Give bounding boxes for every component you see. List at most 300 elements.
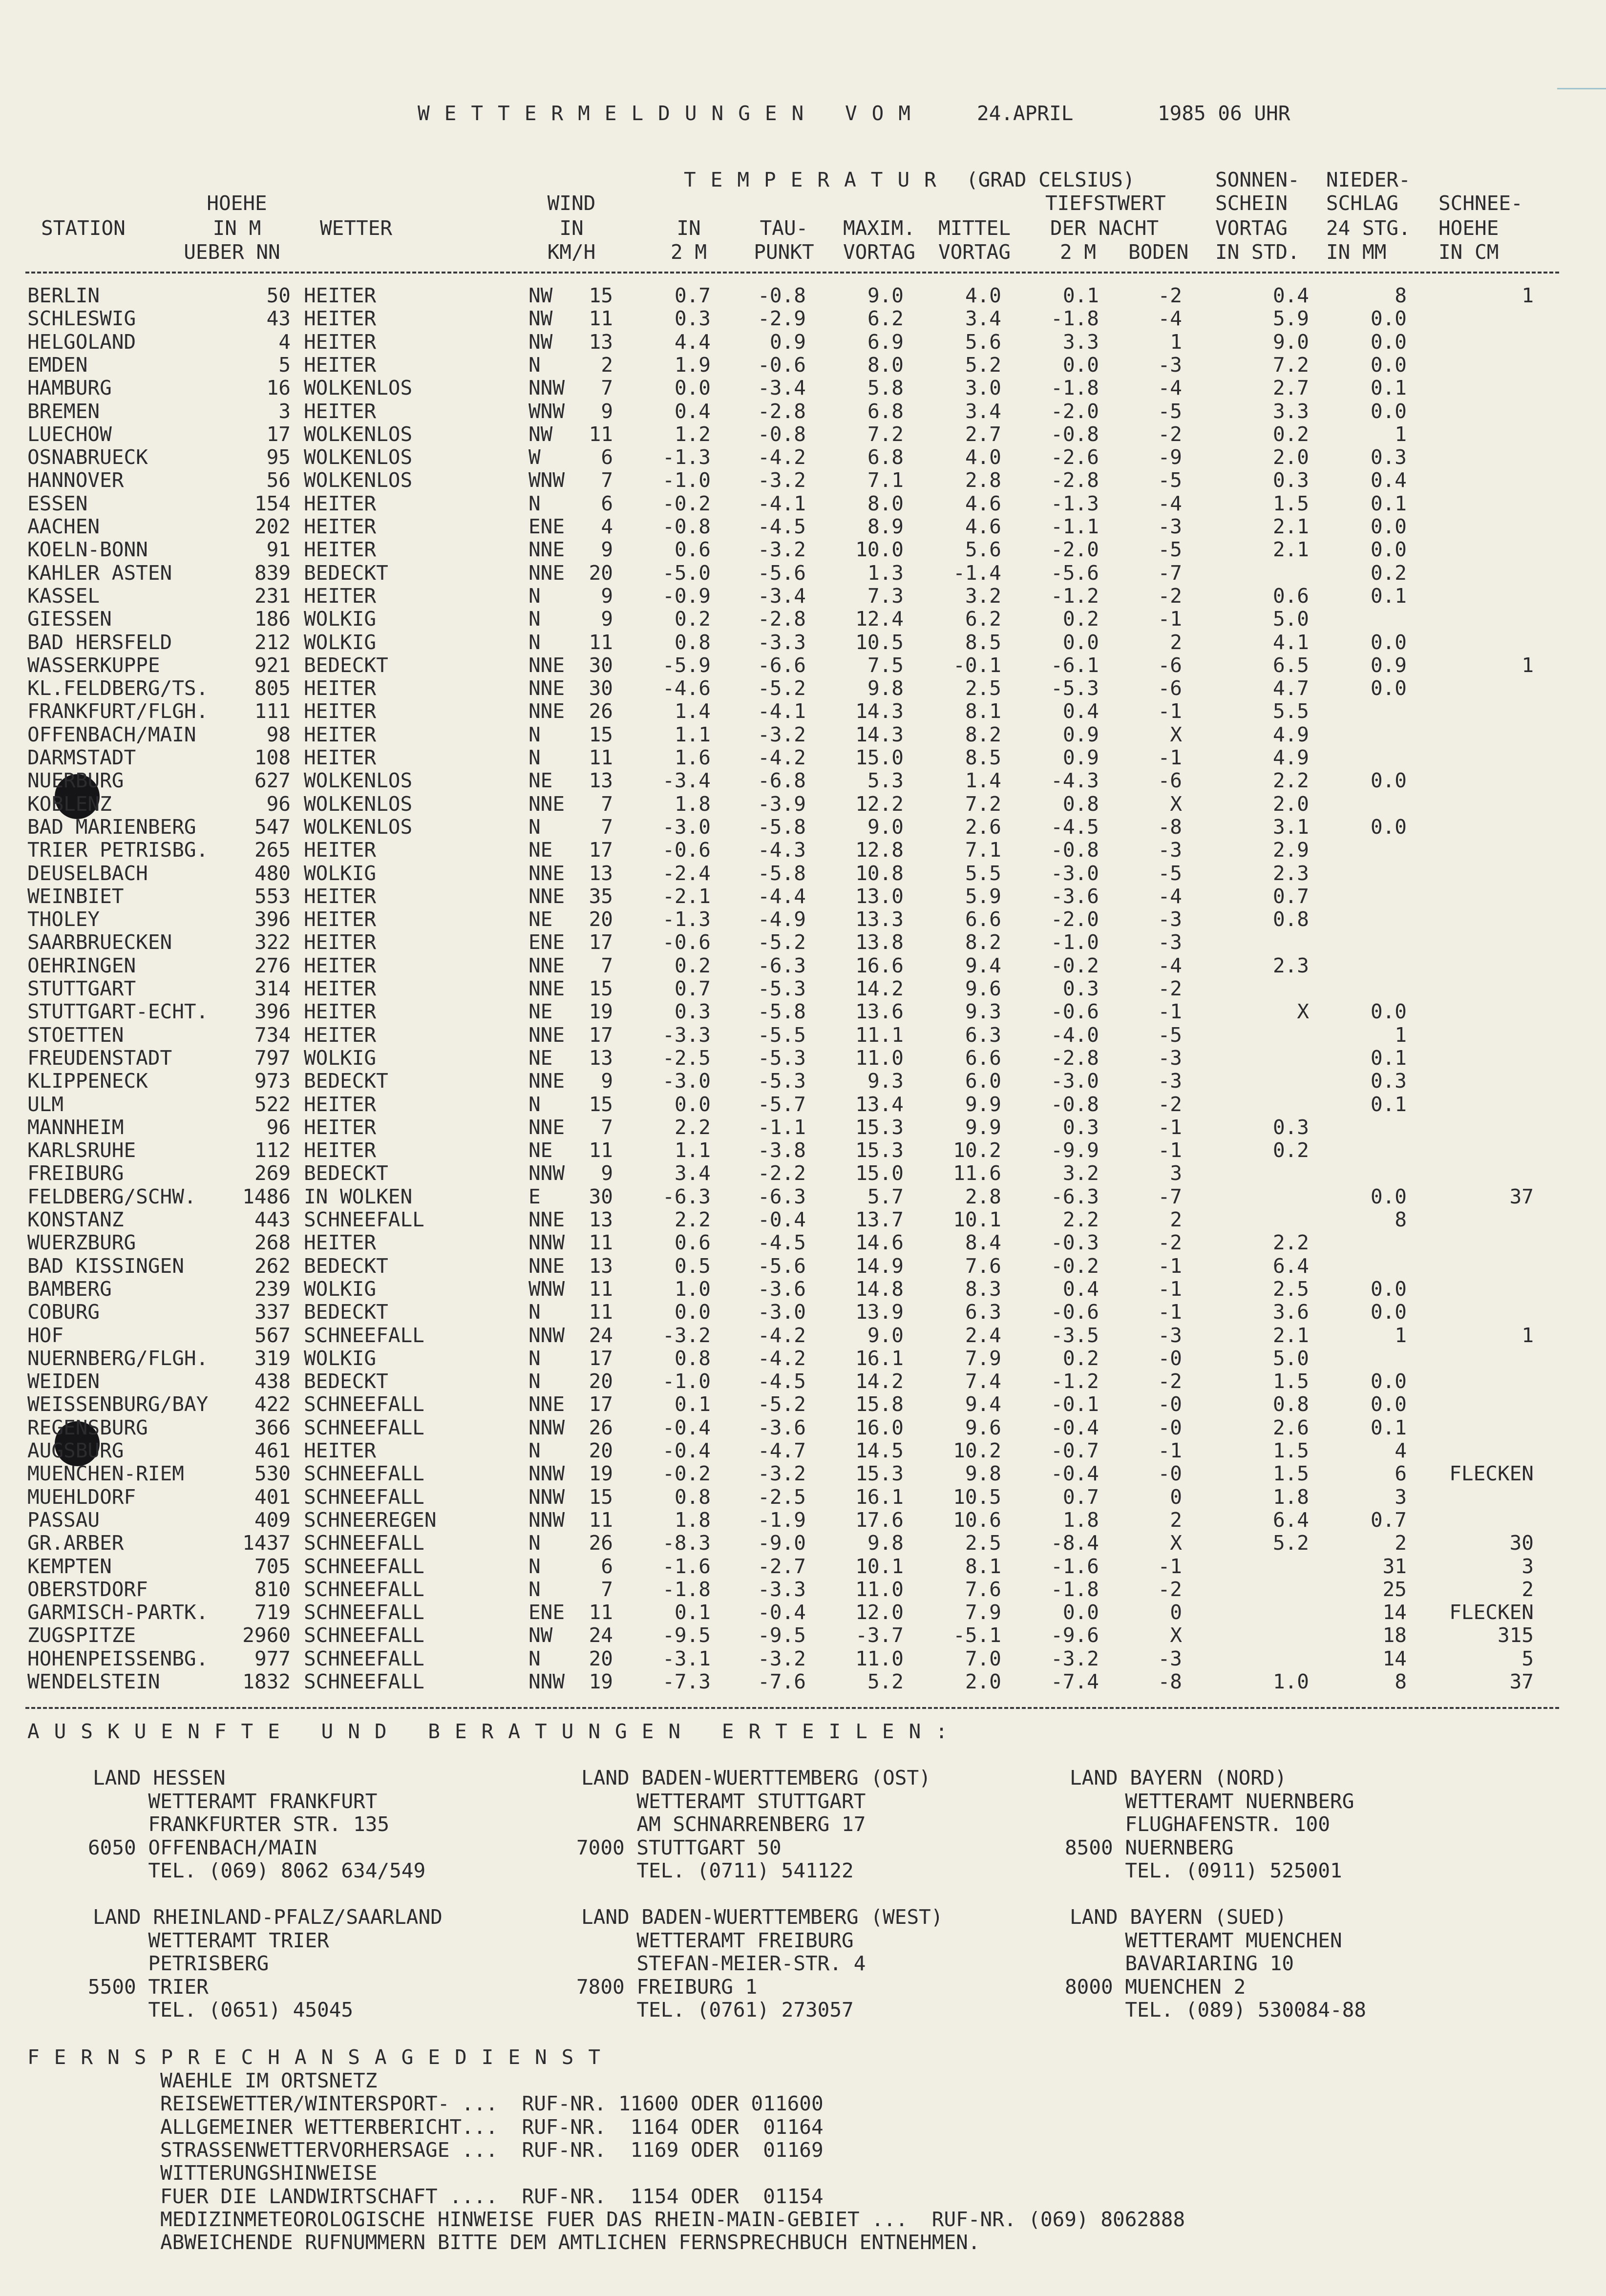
cell-wdir: WNW: [528, 1277, 565, 1301]
cell-mittel: 7.4: [965, 1369, 1001, 1393]
cell-boden: -4: [1158, 307, 1182, 331]
cell-station: GR.ARBER: [27, 1531, 124, 1555]
cell-hoehe: 262: [254, 1254, 291, 1278]
cell-sonne: 0.3: [1272, 1115, 1309, 1139]
fernsprech-line: REISEWETTER/WINTERSPORT- ... RUF-NR. 11600 ODER 011600: [160, 2092, 824, 2116]
cell-wspd: 26: [589, 699, 613, 723]
office-line: FRANKFURTER STR. 135: [88, 1812, 390, 1836]
cell-mittel: 7.6: [965, 1254, 1001, 1278]
cell-mittel: 10.5: [953, 1485, 1001, 1509]
cell-hoehe: 422: [254, 1392, 291, 1416]
cell-t2m: 0.2: [674, 607, 711, 631]
cell-t2m: -4.6: [662, 676, 711, 700]
cell-mittel: 2.5: [965, 1531, 1001, 1555]
cell-wspd: 15: [589, 284, 613, 307]
header-nieder-2: SCHLAG: [1326, 191, 1399, 215]
cell-wdir: NNE: [528, 653, 565, 677]
cell-mittel: 6.6: [965, 907, 1001, 931]
cell-wspd: 7: [601, 815, 613, 839]
cell-wetter: WOLKENLOS: [304, 815, 413, 839]
cell-max: 13.8: [855, 930, 904, 954]
cell-tmin: 0.7: [1062, 1485, 1099, 1509]
cell-t2m: 0.7: [674, 977, 711, 1000]
cell-wspd: 11: [589, 1300, 613, 1324]
cell-mittel: 1.4: [965, 769, 1001, 793]
cell-hoehe: 2960: [242, 1623, 291, 1647]
cell-wdir: WNW: [528, 399, 565, 423]
cell-nied: 8: [1395, 1208, 1407, 1231]
office-line: 5500 TRIER: [88, 1975, 209, 1999]
cell-wetter: HEITER: [304, 538, 377, 562]
cell-nied: 3: [1395, 1485, 1407, 1509]
cell-mittel: 6.2: [965, 607, 1001, 631]
cell-wdir: NNW: [528, 1485, 565, 1509]
table-row: [0, 1092, 1606, 1118]
cell-t2m: -3.4: [662, 769, 711, 793]
cell-t2m: -0.2: [662, 1462, 711, 1486]
header-taupunkt-1: TAU-: [760, 216, 808, 240]
cell-max: 17.6: [855, 1508, 904, 1532]
cell-tau: -5.2: [758, 1392, 806, 1416]
cell-wspd: 13: [589, 769, 613, 793]
cell-mittel: 2.4: [965, 1323, 1001, 1347]
cell-mittel: 8.5: [965, 746, 1001, 769]
cell-wdir: NNW: [528, 1415, 565, 1439]
cell-station: OFFENBACH/MAIN: [27, 722, 196, 746]
office-line: WETTERAMT NUERNBERG: [1065, 1789, 1354, 1813]
cell-tmin: -0.6: [1051, 1000, 1099, 1024]
cell-wetter: HEITER: [304, 330, 377, 354]
cell-wetter: SCHNEEFALL: [304, 1462, 424, 1486]
cell-wetter: HEITER: [304, 1439, 377, 1462]
cell-wdir: N: [528, 1531, 541, 1555]
cell-station: MUEHLDORF: [27, 1485, 136, 1509]
cell-t2m: -5.0: [662, 561, 711, 585]
cell-hoehe: 977: [254, 1646, 291, 1670]
cell-mittel: -0.1: [953, 653, 1001, 677]
cell-t2m: 1.4: [674, 699, 711, 723]
cell-boden: -1: [1158, 1300, 1182, 1324]
cell-t2m: 0.3: [674, 307, 711, 331]
header-wetter: WETTER: [320, 216, 393, 240]
cell-boden: -1: [1158, 1000, 1182, 1024]
cell-wdir: NNE: [528, 884, 565, 908]
cell-hoehe: 96: [266, 792, 291, 816]
cell-schnee: 315: [1497, 1623, 1534, 1647]
cell-mittel: 9.9: [965, 1092, 1001, 1116]
cell-sonne: 5.5: [1272, 699, 1309, 723]
cell-station: FREIBURG: [27, 1161, 124, 1185]
cell-wdir: NNE: [528, 538, 565, 562]
cell-hoehe: 1486: [242, 1184, 291, 1208]
cell-wdir: N: [528, 722, 541, 746]
page-title: WETTERMELDUNGEN VOM: [418, 102, 925, 125]
header-taupunkt-2: PUNKT: [754, 240, 814, 264]
cell-mittel: 2.8: [965, 1184, 1001, 1208]
cell-wdir: ENE: [528, 930, 565, 954]
table-row: [0, 491, 1606, 517]
cell-station: MUENCHEN-RIEM: [27, 1462, 184, 1486]
cell-wspd: 9: [601, 584, 613, 608]
office-line: 8000 MUENCHEN 2: [1065, 1975, 1246, 1999]
cell-max: 7.5: [867, 653, 904, 677]
cell-tau: -4.9: [758, 907, 806, 931]
cell-t2m: -1.3: [662, 445, 711, 469]
cell-schnee: 1: [1521, 1323, 1534, 1347]
cell-nied: 0.0: [1370, 1369, 1407, 1393]
cell-boden: -7: [1158, 561, 1182, 585]
cell-tmin: -0.4: [1051, 1462, 1099, 1486]
cell-wetter: HEITER: [304, 930, 377, 954]
cell-t2m: -5.9: [662, 653, 711, 677]
cell-schnee: 1: [1521, 284, 1534, 307]
cell-wspd: 11: [589, 1508, 613, 1532]
cell-wetter: HEITER: [304, 399, 377, 423]
cell-tau: -1.9: [758, 1508, 806, 1532]
office-line: LAND HESSEN: [93, 1766, 226, 1790]
office-line: 7000 STUTTGART 50: [576, 1835, 782, 1859]
cell-nied: 8: [1395, 1670, 1407, 1693]
cell-hoehe: 154: [254, 491, 291, 515]
cell-sonne: 2.1: [1272, 1323, 1309, 1347]
cell-mittel: 5.6: [965, 538, 1001, 562]
cell-wdir: WNW: [528, 468, 565, 492]
cell-hoehe: 973: [254, 1069, 291, 1093]
cell-schnee: 30: [1509, 1531, 1534, 1555]
cell-station: SCHLESWIG: [27, 307, 136, 331]
cell-boden: -4: [1158, 953, 1182, 977]
cell-hoehe: 461: [254, 1439, 291, 1462]
header-hoehe-1: HOEHE: [207, 191, 267, 215]
cell-wspd: 20: [589, 1369, 613, 1393]
cell-boden: 0: [1170, 1601, 1182, 1624]
cell-tmin: -5.3: [1051, 676, 1099, 700]
cell-tau: -5.2: [758, 676, 806, 700]
cell-wdir: NNE: [528, 1392, 565, 1416]
cell-wetter: SCHNEEFALL: [304, 1554, 424, 1578]
cell-hoehe: 91: [266, 538, 291, 562]
cell-station: FREUDENSTADT: [27, 1046, 172, 1070]
cell-mittel: 9.6: [965, 977, 1001, 1000]
header-grad-celsius: (GRAD CELSIUS): [966, 168, 1135, 191]
cell-wdir: N: [528, 1369, 541, 1393]
cell-hoehe: 337: [254, 1300, 291, 1324]
cell-boden: -4: [1158, 376, 1182, 400]
cell-tau: -0.4: [758, 1601, 806, 1624]
header-station: STATION: [41, 216, 126, 240]
cell-hoehe: 627: [254, 769, 291, 793]
cell-mittel: 9.3: [965, 1000, 1001, 1024]
cell-wdir: N: [528, 1300, 541, 1324]
cell-wetter: SCHNEEFALL: [304, 1531, 424, 1555]
cell-tau: -3.3: [758, 1577, 806, 1601]
cell-hoehe: 805: [254, 676, 291, 700]
cell-max: 15.0: [855, 746, 904, 769]
cell-max: 14.8: [855, 1277, 904, 1301]
table-end-divider: [25, 1707, 1559, 1709]
header-sonnen-4: IN STD.: [1215, 240, 1300, 264]
cell-nied: 1: [1395, 1323, 1407, 1347]
cell-hoehe: 705: [254, 1554, 291, 1578]
cell-sonne: 1.5: [1272, 1439, 1309, 1462]
office-line: TEL. (069) 8062 634/549: [88, 1859, 426, 1882]
cell-station: WUERZBURG: [27, 1231, 136, 1255]
cell-tau: -5.8: [758, 815, 806, 839]
cell-wdir: NNE: [528, 953, 565, 977]
cell-t2m: -3.1: [662, 1646, 711, 1670]
cell-hoehe: 810: [254, 1577, 291, 1601]
cell-wetter: IN WOLKEN: [304, 1184, 413, 1208]
header-der-nacht: DER NACHT: [1050, 216, 1159, 240]
cell-wdir: N: [528, 815, 541, 839]
cell-max: 11.0: [855, 1046, 904, 1070]
office-line: AM SCHNARRENBERG 17: [576, 1812, 866, 1836]
cell-wspd: 13: [589, 861, 613, 885]
cell-max: 14.5: [855, 1439, 904, 1462]
cell-t2m: 0.1: [674, 1392, 711, 1416]
cell-wdir: NNE: [528, 1023, 565, 1047]
cell-tau: -5.5: [758, 1023, 806, 1047]
cell-t2m: 0.0: [674, 1092, 711, 1116]
table-row: [0, 817, 1606, 841]
cell-station: HANNOVER: [27, 468, 124, 492]
cell-wetter: BEDECKT: [304, 653, 388, 677]
cell-station: ESSEN: [27, 491, 88, 515]
cell-t2m: 0.5: [674, 1254, 711, 1278]
cell-wspd: 9: [601, 538, 613, 562]
cell-wspd: 7: [601, 1577, 613, 1601]
cell-tau: -4.2: [758, 445, 806, 469]
cell-tau: -9.5: [758, 1623, 806, 1647]
cell-station: FELDBERG/SCHW.: [27, 1184, 196, 1208]
table-row: [0, 1371, 1606, 1395]
table-row: [0, 632, 1606, 656]
cell-max: 12.0: [855, 1601, 904, 1624]
cell-mittel: 10.2: [953, 1138, 1001, 1162]
cell-max: 15.0: [855, 1161, 904, 1185]
cell-t2m: 2.2: [674, 1208, 711, 1231]
cell-wetter: HEITER: [304, 699, 377, 723]
cell-wetter: SCHNEEFALL: [304, 1601, 424, 1624]
cell-max: 10.5: [855, 630, 904, 654]
cell-wetter: HEITER: [304, 953, 377, 977]
cell-tmin: -1.8: [1051, 1577, 1099, 1601]
cell-station: OSNABRUECK: [27, 445, 148, 469]
office-line: WETTERAMT TRIER: [88, 1928, 329, 1952]
cell-sonne: 0.8: [1272, 1392, 1309, 1416]
cell-hoehe: 43: [266, 307, 291, 331]
cell-boden: 2: [1170, 1508, 1182, 1532]
table-row: [0, 470, 1606, 494]
cell-sonne: 2.6: [1272, 1415, 1309, 1439]
cell-hoehe: 231: [254, 584, 291, 608]
cell-tmin: -3.2: [1051, 1646, 1099, 1670]
cell-hoehe: 111: [254, 699, 291, 723]
cell-nied: 0.1: [1370, 376, 1407, 400]
cell-station: COBURG: [27, 1300, 100, 1324]
table-row: [0, 1210, 1606, 1233]
cell-tau: -2.8: [758, 399, 806, 423]
table-row: [0, 1163, 1606, 1187]
cell-boden: -1: [1158, 1277, 1182, 1301]
cell-wspd: 7: [601, 953, 613, 977]
cell-tmin: 0.0: [1062, 353, 1099, 377]
cell-tmin: -9.9: [1051, 1138, 1099, 1162]
cell-nied: 0.3: [1370, 445, 1407, 469]
table-row: [0, 701, 1606, 725]
cell-wspd: 11: [589, 307, 613, 331]
cell-tau: -4.7: [758, 1439, 806, 1462]
cell-wspd: 20: [589, 1439, 613, 1462]
cell-mittel: 7.0: [965, 1646, 1001, 1670]
cell-sonne: 2.2: [1272, 769, 1309, 793]
cell-wspd: 11: [589, 1277, 613, 1301]
cell-hoehe: 797: [254, 1046, 291, 1070]
table-row: [0, 979, 1606, 1002]
cell-schnee: FLECKEN: [1449, 1601, 1534, 1624]
cell-t2m: -6.3: [662, 1184, 711, 1208]
cell-sonne: 4.1: [1272, 630, 1309, 654]
office-line: LAND BAYERN (SUED): [1070, 1905, 1287, 1929]
cell-hoehe: 56: [266, 468, 291, 492]
cell-nied: 0.0: [1370, 1300, 1407, 1324]
cell-wetter: SCHNEEFALL: [304, 1485, 424, 1509]
cell-station: STUTTGART: [27, 977, 136, 1000]
cell-station: GARMISCH-PARTK.: [27, 1601, 209, 1624]
cell-tmin: 0.2: [1062, 1346, 1099, 1370]
header-mittel-2: VORTAG: [938, 240, 1011, 264]
cell-tau: -0.6: [758, 353, 806, 377]
cell-hoehe: 567: [254, 1323, 291, 1347]
cell-station: HOHENPEISSENBG.: [27, 1646, 209, 1670]
cell-t2m: 1.6: [674, 746, 711, 769]
cell-hoehe: 212: [254, 630, 291, 654]
cell-boden: -1: [1158, 699, 1182, 723]
office-line: WETTERAMT MUENCHEN: [1065, 1928, 1342, 1952]
cell-tmin: 0.0: [1062, 1601, 1099, 1624]
office-line: 8500 NUERNBERG: [1065, 1835, 1234, 1859]
cell-t2m: -3.3: [662, 1023, 711, 1047]
cell-boden: -3: [1158, 1046, 1182, 1070]
cell-wspd: 13: [589, 1046, 613, 1070]
cell-tmin: -4.5: [1051, 815, 1099, 839]
cell-tmin: -0.6: [1051, 1300, 1099, 1324]
cell-wspd: 9: [601, 607, 613, 631]
cell-t2m: 0.0: [674, 376, 711, 400]
cell-mittel: 6.3: [965, 1023, 1001, 1047]
header-boden: BODEN: [1128, 240, 1189, 264]
cell-sonne: 2.0: [1272, 445, 1309, 469]
cell-tau: -5.8: [758, 861, 806, 885]
cell-t2m: 1.1: [674, 1138, 711, 1162]
cell-station: HELGOLAND: [27, 330, 136, 354]
cell-tau: -2.2: [758, 1161, 806, 1185]
cell-wdir: NW: [528, 330, 553, 354]
cell-tau: -2.8: [758, 607, 806, 631]
cell-mittel: 9.4: [965, 1392, 1001, 1416]
cell-hoehe: 186: [254, 607, 291, 631]
cell-t2m: -0.4: [662, 1439, 711, 1462]
cell-wspd: 17: [589, 1392, 613, 1416]
cell-tmin: -3.6: [1051, 884, 1099, 908]
cell-station: HAMBURG: [27, 376, 112, 400]
table-row: [0, 355, 1606, 379]
cell-tmin: -2.8: [1051, 1046, 1099, 1070]
cell-wdir: NNW: [528, 376, 565, 400]
cell-wdir: NNW: [528, 1323, 565, 1347]
cell-hoehe: 1437: [242, 1531, 291, 1555]
cell-tau: -3.2: [758, 1646, 806, 1670]
cell-station: BAMBERG: [27, 1277, 112, 1301]
cell-station: KAHLER ASTEN: [27, 561, 172, 585]
cell-station: FRANKFURT/FLGH.: [27, 699, 209, 723]
cell-wdir: NNE: [528, 1069, 565, 1093]
cell-max: 13.9: [855, 1300, 904, 1324]
table-row: [0, 1510, 1606, 1534]
cell-wdir: NE: [528, 1138, 553, 1162]
cell-boden: -1: [1158, 1439, 1182, 1462]
fernsprech-heading: FERNSPRECHANSAGEDIENST: [27, 2045, 615, 2069]
header-in2m-1: IN: [676, 216, 701, 240]
cell-boden: -1: [1158, 1554, 1182, 1578]
cell-boden: -3: [1158, 838, 1182, 862]
cell-tmin: -1.2: [1051, 584, 1099, 608]
cell-tmin: 0.8: [1062, 792, 1099, 816]
office-line: TEL. (0761) 273057: [576, 1998, 854, 2022]
cell-tmin: -0.7: [1051, 1439, 1099, 1462]
cell-boden: -0: [1158, 1415, 1182, 1439]
table-row: [0, 517, 1606, 540]
cell-boden: X: [1170, 1623, 1182, 1647]
cell-wetter: SCHNEEFALL: [304, 1646, 424, 1670]
cell-nied: 0.4: [1370, 468, 1407, 492]
office-line: TEL. (0911) 525001: [1065, 1859, 1342, 1882]
cell-max: 8.0: [867, 353, 904, 377]
cell-tmin: -1.8: [1051, 376, 1099, 400]
cell-wdir: NNE: [528, 676, 565, 700]
cell-mittel: 2.5: [965, 676, 1001, 700]
cell-boden: -1: [1158, 1254, 1182, 1278]
cell-schnee: 3: [1521, 1554, 1534, 1578]
cell-t2m: 1.1: [674, 722, 711, 746]
cell-hoehe: 276: [254, 953, 291, 977]
cell-t2m: 1.8: [674, 1508, 711, 1532]
cell-wspd: 9: [601, 1161, 613, 1185]
cell-mittel: 7.6: [965, 1577, 1001, 1601]
cell-wdir: NNE: [528, 1208, 565, 1231]
cell-sonne: 5.0: [1272, 607, 1309, 631]
cell-hoehe: 530: [254, 1462, 291, 1486]
cell-station: LUECHOW: [27, 422, 112, 446]
office-line: WETTERAMT FRANKFURT: [88, 1789, 378, 1813]
cell-wdir: N: [528, 1439, 541, 1462]
cell-tmin: 0.1: [1062, 284, 1099, 307]
cell-wdir: NNW: [528, 1670, 565, 1693]
cell-t2m: 0.6: [674, 538, 711, 562]
header-divider: [25, 272, 1559, 274]
cell-hoehe: 95: [266, 445, 291, 469]
cell-wspd: 15: [589, 977, 613, 1000]
cell-sonne: 1.5: [1272, 491, 1309, 515]
cell-boden: X: [1170, 722, 1182, 746]
cell-station: KARLSRUHE: [27, 1138, 136, 1162]
cell-tau: -3.9: [758, 792, 806, 816]
cell-tmin: 1.8: [1062, 1508, 1099, 1532]
cell-max: 16.0: [855, 1415, 904, 1439]
cell-max: 11.1: [855, 1023, 904, 1047]
cell-wspd: 13: [589, 330, 613, 354]
cell-station: DARMSTADT: [27, 746, 136, 769]
